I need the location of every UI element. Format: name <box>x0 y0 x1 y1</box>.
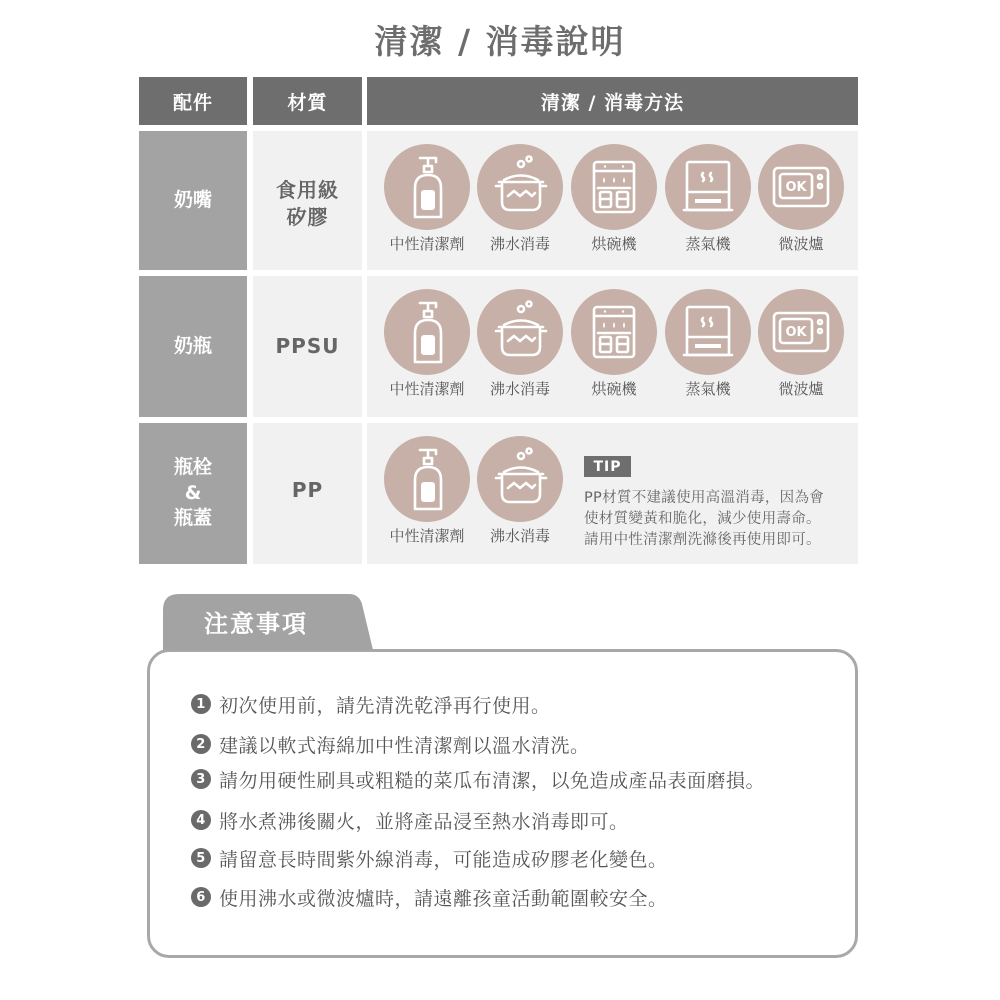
part-cell-nipple: 奶嘴 <box>139 131 247 270</box>
note-item <box>191 884 668 910</box>
steamer-icon <box>665 289 751 375</box>
note-item <box>191 845 668 871</box>
method-label: 蒸氣機 <box>685 380 731 398</box>
method-label: 蒸氣機 <box>685 235 731 253</box>
steamer-icon <box>665 144 751 230</box>
note-text: 將水煮沸後關火，並將產品浸至熱水消毒即可。 <box>219 810 629 833</box>
method-label: 沸水消毒 <box>489 380 550 398</box>
dish-dryer-icon <box>571 289 657 375</box>
svg-text:OK: OK <box>785 325 807 340</box>
method-label: 烘碗機 <box>591 380 637 398</box>
method-label: 烘碗機 <box>591 235 637 253</box>
boiling-pot-icon <box>477 144 563 230</box>
material-cell-silicone: 食用級 矽膠 <box>253 131 362 270</box>
header-material: 材質 <box>253 77 362 125</box>
boiling-pot-icon <box>477 436 563 522</box>
method-label: 沸水消毒 <box>489 527 550 545</box>
method-label: 中性清潔劑 <box>389 380 465 398</box>
dish-dryer-icon <box>571 144 657 230</box>
detergent-bottle-icon <box>384 144 470 230</box>
note-text: 使用沸水或微波爐時，請遠離孩童活動範圍較安全。 <box>219 887 668 910</box>
note-number: 3 <box>191 769 211 789</box>
part-cell-bottle: 奶瓶 <box>139 276 247 417</box>
note-number: 6 <box>191 887 211 907</box>
note-number: 4 <box>191 810 211 830</box>
microwave-icon <box>758 144 844 230</box>
svg-text:OK: OK <box>785 180 807 195</box>
tip-text-line: 使材質變黃和脆化，減少使用壽命。 <box>584 511 821 527</box>
note-number: 2 <box>191 734 211 754</box>
boiling-pot-icon <box>477 289 563 375</box>
note-item <box>191 766 765 792</box>
notes-tab <box>163 594 373 650</box>
notes-title: 注意事項 <box>204 610 308 638</box>
note-text: 建議以軟式海綿加中性清潔劑以溫水清洗。 <box>219 734 590 757</box>
detergent-bottle-icon <box>384 436 470 522</box>
part-cell-stopper-cap: 瓶栓 & 瓶蓋 <box>139 423 247 564</box>
material-cell-pp: PP <box>253 423 362 564</box>
header-part: 配件 <box>139 77 247 125</box>
note-number: 5 <box>191 848 211 868</box>
note-text: 請留意長時間紫外線消毒，可能造成矽膠老化變色。 <box>219 848 668 871</box>
page-title: 清潔 / 消毒說明 <box>374 22 626 61</box>
method-label: 中性清潔劑 <box>389 527 465 545</box>
tip-text-line: 請用中性清潔劑洗滌後再使用即可。 <box>584 532 821 548</box>
note-text: 請勿用硬性刷具或粗糙的菜瓜布清潔，以免造成產品表面磨損。 <box>219 769 766 792</box>
note-number: 1 <box>191 694 211 714</box>
method-label: 微波爐 <box>778 235 824 253</box>
material-cell-ppsu: PPSU <box>253 276 362 417</box>
tip-badge: TIP <box>584 456 631 477</box>
tip-text-line: PP材質不建議使用高溫消毒，因為會 <box>584 490 825 506</box>
method-label: 微波爐 <box>778 380 824 398</box>
note-text: 初次使用前，請先清洗乾淨再行使用。 <box>219 694 551 717</box>
method-label: 中性清潔劑 <box>389 235 465 253</box>
note-item <box>191 691 551 717</box>
note-item <box>191 731 590 757</box>
header-method: 清潔 / 消毒方法 <box>367 77 858 125</box>
note-item <box>191 807 629 833</box>
method-label: 沸水消毒 <box>489 235 550 253</box>
microwave-icon <box>758 289 844 375</box>
detergent-bottle-icon <box>384 289 470 375</box>
